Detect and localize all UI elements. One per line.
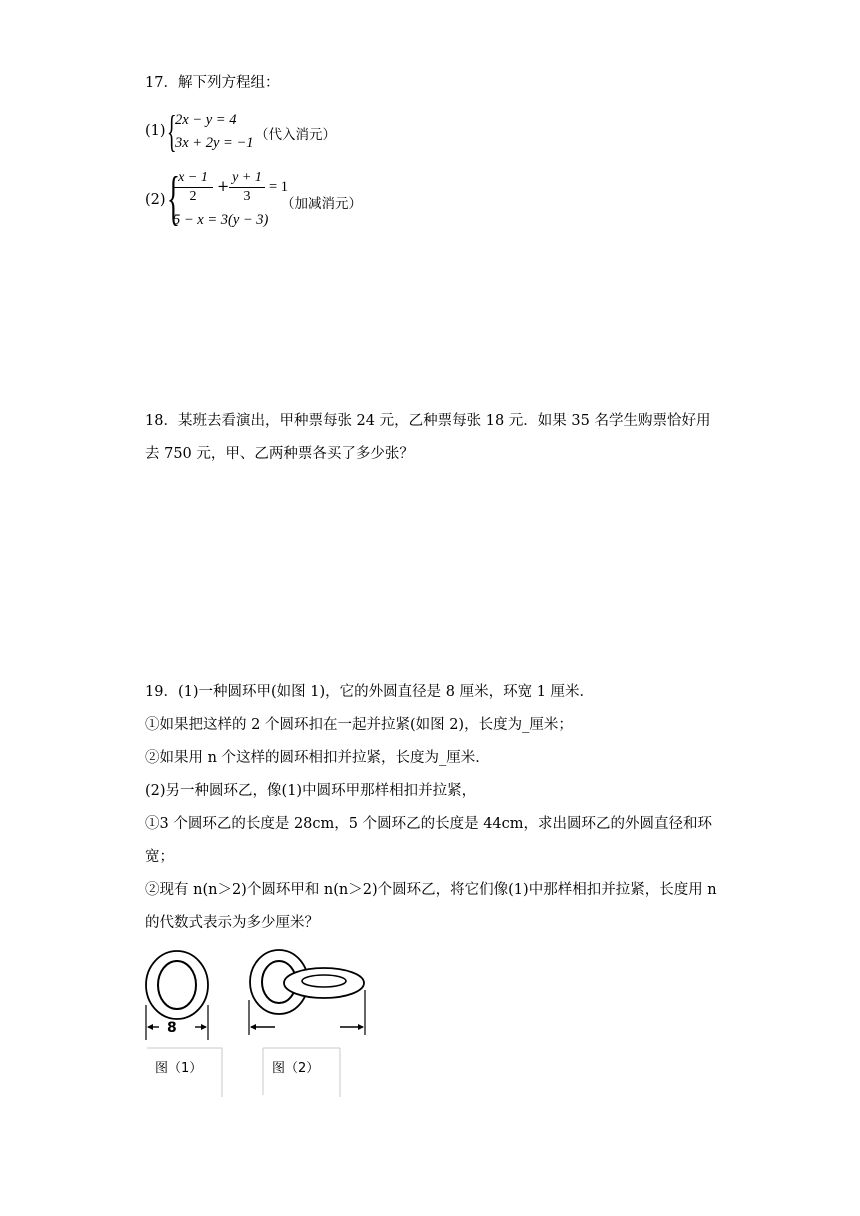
q17-part1-brace: { bbox=[167, 107, 177, 156]
frac2-numerator: y + 1 bbox=[232, 170, 262, 185]
q19-line1: 19．(1)一种圆环甲(如图 1)，它的外圆直径是 8 厘米，环宽 1 厘米． bbox=[145, 684, 595, 700]
q17-title: 17．解下列方程组： bbox=[145, 75, 280, 91]
q17-part2-frac1 bbox=[173, 170, 213, 205]
q17-part1-note: （代入消元） bbox=[255, 127, 336, 143]
q19-line7: ②现有 n(n＞2)个圆环甲和 n(n＞2)个圆环乙，将它们像(1)中那样相扣并拉紧，长度用 n bbox=[145, 882, 717, 898]
q19-line8: 的代数式表示为多少厘米？ bbox=[145, 915, 319, 931]
q17-part1 bbox=[145, 108, 445, 158]
q19-line4: (2)另一种圆环乙，像(1)中圆环甲那样相扣并拉紧， bbox=[145, 783, 477, 799]
q17-part2-plus: + bbox=[217, 179, 230, 195]
q17-part1-eq1: 2x − y = 4 bbox=[175, 112, 237, 128]
q17-part2-eq2: 5 − x = 3(y − 3) bbox=[173, 212, 269, 228]
q17-part2-frac2 bbox=[229, 170, 265, 205]
q17-part2-rhs: = 1 bbox=[269, 179, 289, 195]
q17-part1-label: (1) bbox=[145, 123, 166, 139]
q18-line2: 去 750 元，甲、乙两种票各买了多少张？ bbox=[145, 446, 414, 462]
q19-line6: 宽； bbox=[145, 849, 174, 865]
q19-line5: ①3 个圆环乙的长度是 28cm，5 个圆环乙的长度是 44cm，求出圆环乙的外圆直径和环 bbox=[145, 816, 713, 832]
frac2-denominator: 3 bbox=[243, 189, 251, 204]
figure-1-caption: 图（1） bbox=[155, 1061, 203, 1076]
q17-part2-label: (2) bbox=[145, 192, 166, 208]
q17-part2 bbox=[145, 165, 465, 234]
q18-line1: 18．某班去看演出，甲种票每张 24 元，乙种票每张 18 元．如果 35 名学生购票恰好用 bbox=[145, 413, 711, 429]
figure-2-caption: 图（2） bbox=[272, 1061, 320, 1076]
q17-part1-eq2: 3x + 2y = −1 bbox=[175, 135, 254, 151]
q17-part2-note: （加减消元） bbox=[281, 196, 362, 212]
frac1-denominator: 2 bbox=[189, 189, 197, 204]
figure-1-dimension-label: 8 bbox=[167, 1020, 177, 1036]
q19-line3: ②如果用 n 个这样的圆环相扣并拉紧，长度为_厘米． bbox=[145, 750, 490, 766]
figure-1-ring bbox=[146, 951, 208, 1019]
frac1-numerator: x − 1 bbox=[178, 170, 208, 185]
q19-line2: ①如果把这样的 2 个圆环扣在一起并拉紧(如图 2)，长度为_厘米； bbox=[145, 717, 573, 733]
figure-2-rings bbox=[250, 950, 364, 1014]
q17-part2-brace: { bbox=[167, 165, 180, 231]
